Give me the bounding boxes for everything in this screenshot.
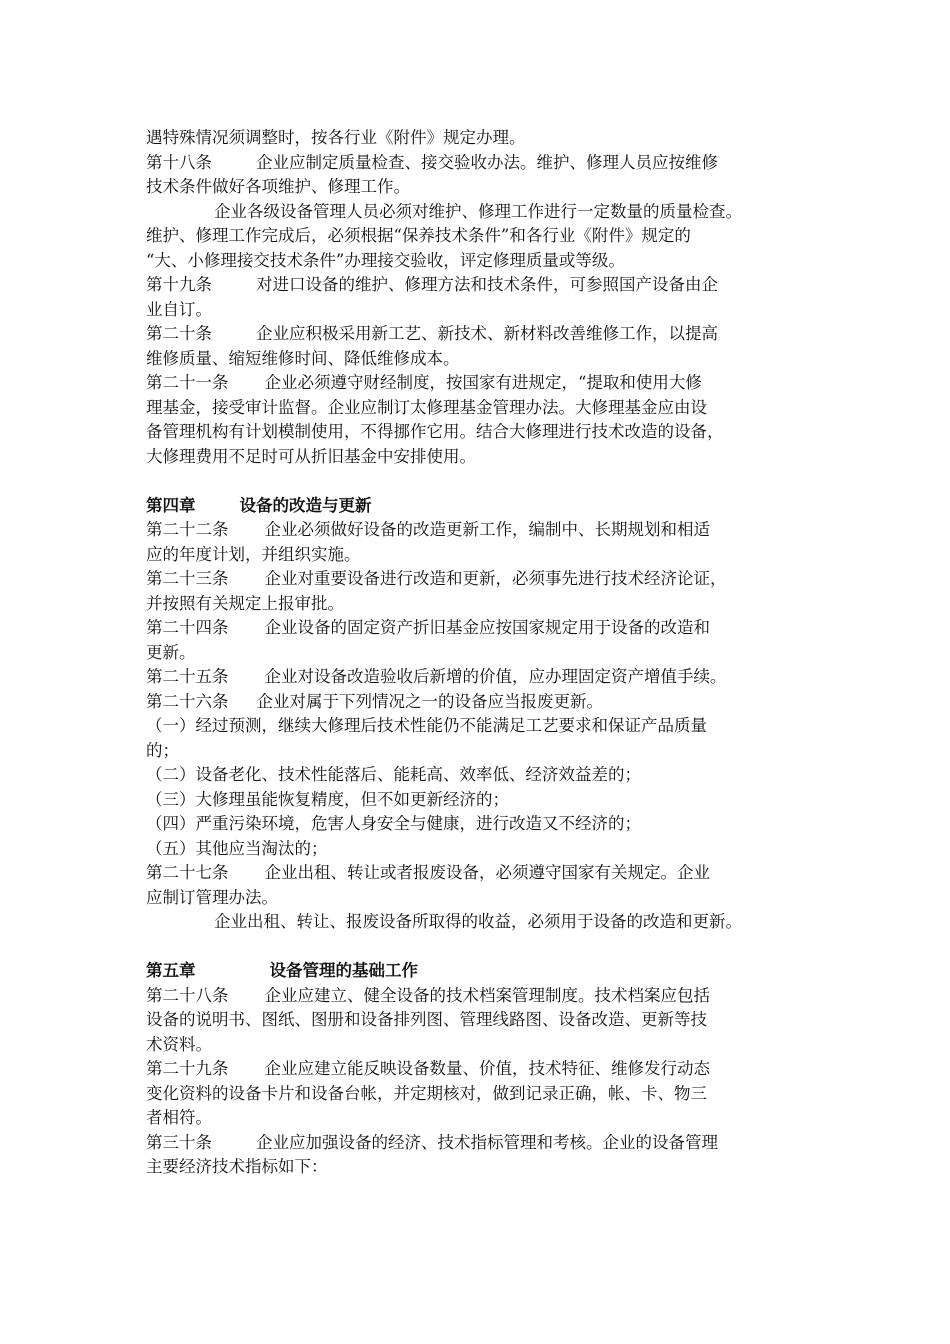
text-line: 变化资料的设备卡片和设备台帐，并定期核对，做到记录正确，帐、卡、物三: [146, 1083, 707, 1103]
article-number: 第二十四条: [146, 618, 229, 637]
article-number: 第二十二条: [146, 520, 229, 539]
article-number: 第二十五条: [146, 667, 229, 686]
article-text: 企业应制定质量检查、接交验收办法。维护、修理人员应按维修: [256, 152, 718, 172]
list-item: （五）其他应当淘汰的；: [146, 838, 328, 858]
article-number: 第二十九条: [146, 1059, 229, 1078]
article-text: 企业对属于下列情况之一的设备应当报废更新。: [256, 691, 603, 711]
indented-paragraph-line: 企业出租、转让、报废设备所取得的收益，必须用于设备的改造和更新。: [214, 912, 742, 931]
list-item: （二）设备老化、技术性能落后、能耗高、效率低、经济效益差的；: [146, 765, 641, 784]
document-page: [146, 126, 826, 1180]
text-line: 者相符。: [146, 1108, 212, 1127]
article-number: 第十八条: [146, 152, 212, 172]
article-text: 企业应积极采用新工艺、新技术、新材料改善维修工作，以提高: [256, 324, 718, 343]
text-line: 大修理费用不足时可从折旧基金中安排使用。: [146, 446, 476, 466]
article-number: 第十九条: [146, 275, 212, 294]
article-23-line: [146, 567, 826, 592]
article-29-line: [146, 1057, 826, 1082]
text-line: “大、小修理接交技术条件”办理接交验收，评定修理质量或等级。: [146, 250, 625, 270]
article-22-line: [146, 518, 826, 543]
article-27-line: [146, 861, 826, 886]
text-line: 术资料。: [146, 1034, 212, 1054]
blank-line: [146, 935, 826, 960]
article-24-line: [146, 616, 826, 641]
text-line: 应制订管理办法。: [146, 887, 278, 907]
article-text: 企业对重要设备进行改造和更新，必须事先进行技术经济论证，: [264, 569, 727, 588]
text-line: 设备的说明书、图纸、图册和设备排列图、管理线路图、设备改造、更新等技: [146, 1010, 707, 1029]
article-28-line: [146, 984, 826, 1009]
chapter-title: 设备管理的基础工作: [269, 961, 418, 980]
article-18-line: [146, 151, 826, 176]
article-number: 第二十一条: [146, 373, 229, 392]
text-line: 技术条件做好各项维护、修理工作。: [146, 177, 410, 196]
text-line: 主要经济技术指标如下：: [146, 1157, 328, 1176]
blank-line: [146, 469, 826, 494]
article-text: 企业设备的固定资产折旧基金应按国家规定用于设备的改造和: [264, 618, 710, 637]
article-19-line: [146, 273, 826, 298]
article-text: 企业出租、转让或者报废设备，必须遵守国家有关规定。企业: [264, 863, 710, 882]
text-line: 维修质量、缩短维修时间、降低维修成本。: [146, 348, 460, 368]
chapter-number: 第四章: [146, 495, 196, 515]
article-text: 企业必须做好设备的改造更新工作，编制中、长期规划和相适: [264, 520, 710, 539]
text-line: 理基金，接受审计监督。企业应制订太修理基金管理办法。大修理基金应由设: [146, 397, 707, 417]
article-text: 企业对设备改造验收后新增的价值，应办理固定资产增值手续。: [264, 667, 727, 686]
article-number: 第二十八条: [146, 985, 229, 1005]
article-number: 第二十条: [146, 324, 212, 343]
article-30-line: [146, 1131, 826, 1156]
article-21-line: [146, 371, 826, 396]
article-text: 企业必须遵守财经制度，按国家有进规定，“提取和使用大修: [264, 373, 702, 392]
article-text: 企业应建立能反映设备数量、价值，技术特征、维修发行动态: [264, 1059, 710, 1078]
chapter-number: 第五章: [146, 961, 196, 980]
list-item: （四）严重污染环境，危害人身安全与健康，进行改造又不经济的；: [146, 814, 641, 833]
chapter-4-heading: [146, 494, 826, 519]
article-text: 对进口设备的维护、修理方法和技术条件，可参照国产设备由企: [256, 275, 718, 294]
article-text: 企业应建立、健全设备的技术档案管理制度。技术档案应包括: [264, 985, 710, 1005]
text-line: 维护、修理工作完成后，必须根据“保养技术条件”和各行业《附件》规定的: [146, 226, 691, 245]
article-26-line: [146, 690, 826, 715]
chapter-title: 设备的改造与更新: [239, 495, 372, 515]
indented-paragraph-line: 企业各级设备管理人员必须对维护、修理工作进行一定数量的质量检查。: [214, 201, 742, 221]
text-line: 备管理机构有计划模制使用，不得挪作它用。结合大修理进行技术改造的设备，: [146, 422, 724, 441]
article-number: 第三十条: [146, 1132, 212, 1152]
article-25-line: [146, 665, 826, 690]
article-20-line: [146, 322, 826, 347]
article-number: 第二十六条: [146, 691, 229, 711]
text-line: 应的年度计划，并组织实施。: [146, 544, 361, 564]
article-number: 第二十三条: [146, 569, 229, 588]
text-line: 的；: [146, 740, 179, 760]
article-number: 第二十七条: [146, 863, 229, 882]
list-item: （一）经过预测，继续大修理后技术性能仍不能满足工艺要求和保证产品质量: [146, 716, 707, 735]
chapter-5-heading: [146, 959, 826, 984]
text-line: 遇特殊情况须调整时，按各行业《附件》规定办理。: [146, 128, 526, 147]
text-line: 业自订。: [146, 299, 212, 319]
text-line: 更新。: [146, 642, 196, 662]
text-line: 并按照有关规定上报审批。: [146, 593, 344, 613]
list-item: （三）大修理虽能恢复精度，但不如更新经济的；: [146, 789, 509, 809]
article-text: 企业应加强设备的经济、技术指标管理和考核。企业的设备管理: [256, 1132, 718, 1152]
